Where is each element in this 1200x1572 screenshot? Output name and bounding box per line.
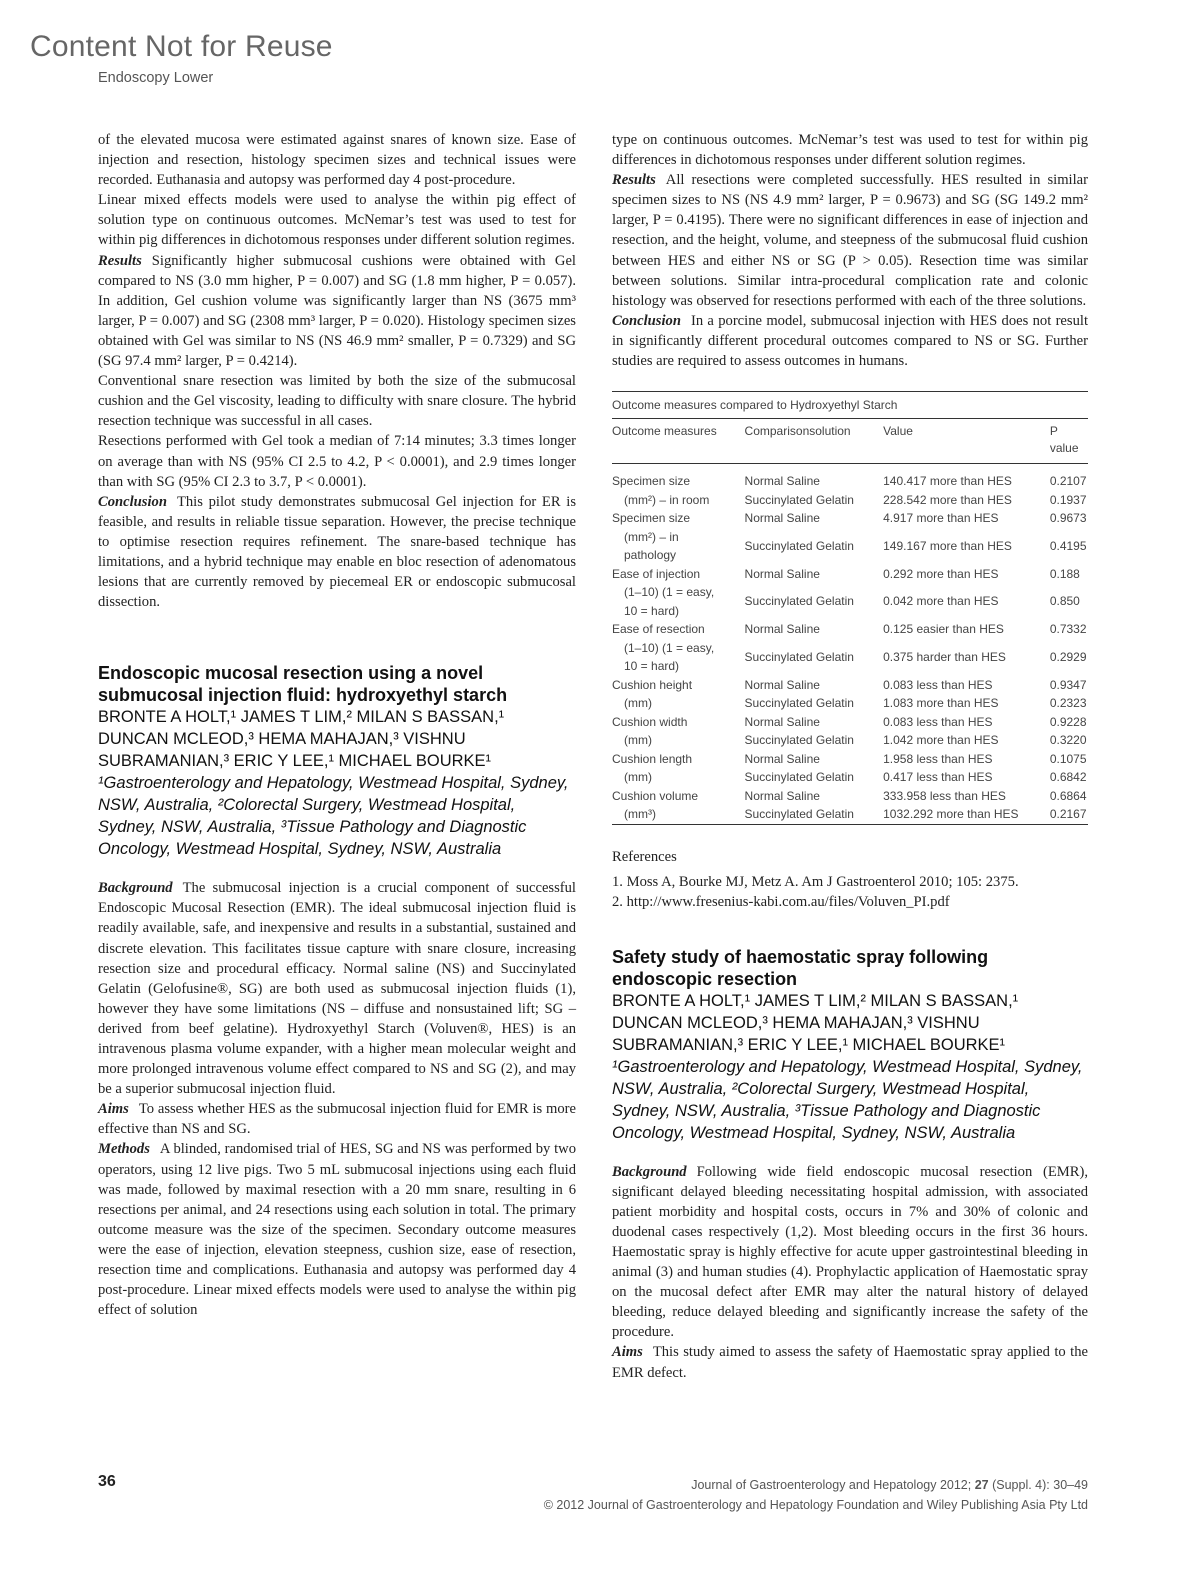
comparison-solution-cell: Succinylated Gelatin xyxy=(744,807,854,822)
outcome-measure-line: (mm²) – in xyxy=(624,529,679,544)
table-body xyxy=(612,464,1088,825)
journal-volume: 27 xyxy=(974,1478,989,1492)
body-paragraph: Resections performed with Gel took a median of 7:14 minutes; 3.3 times longer on average than with NS (95% CI 2.5 to 4.2, P < 0.0001), and 2.9 times longer than with SG (95% CI 2.3 to 3.7, P < 0.0001). xyxy=(98,433,576,490)
comparison-solution-cell: Normal Saline xyxy=(744,788,820,803)
value-cell: 149.167 more than HES xyxy=(883,538,1012,553)
background-paragraph xyxy=(98,878,576,1099)
aims-label: Aims xyxy=(98,1101,129,1118)
value-cell: 0.292 more than HES xyxy=(883,566,999,581)
p-value-cell: 0.9228 xyxy=(1049,714,1087,729)
value-cell: 1.083 more than HES xyxy=(883,696,999,711)
comparison-solution-cell: Succinylated Gelatin xyxy=(744,696,854,711)
p-value-cell: 0.4195 xyxy=(1049,538,1087,553)
value-cell: 1.042 more than HES xyxy=(883,733,999,748)
p-value-cell: 0.188 xyxy=(1049,566,1080,581)
value-cell: 1.958 less than HES xyxy=(883,751,993,766)
outcome-measure-line: (1–10) (1 = easy, xyxy=(624,585,715,600)
p-value-cell: 0.7332 xyxy=(1049,622,1087,637)
section-label: Endoscopy Lower xyxy=(98,70,214,86)
comparison-solution-cell: Succinylated Gelatin xyxy=(744,492,854,507)
methods-paragraph xyxy=(98,1139,576,1320)
table-row xyxy=(612,472,1088,491)
value-cell: 0.083 less than HES xyxy=(883,714,993,729)
outcome-measure-line: 10 = hard) xyxy=(624,603,680,618)
left-column xyxy=(98,130,576,1320)
outcome-measure-cell xyxy=(612,565,745,621)
body-paragraph: Conventional snare resection was limited by both the size of the submucosal cushion and the Gel viscosity, leading to difficulty with snare closure. The hybrid resection technique was successful in all cases. xyxy=(98,373,576,430)
outcome-table xyxy=(612,391,1088,825)
abstract-title: Safety study of haemostatic spray following endoscopic resection xyxy=(612,946,989,989)
outcome-measure-cell xyxy=(612,676,745,713)
background-text: Following wide field endoscopic mucosal resection (EMR), significant delayed bleeding necessitating hospital admission, with associated patient morbidity and hospital costs, occurs in 7% and 30% of colonic and duodenal cases respectively (1,2). Most bleeding occurs in the first 36 hours. Haemostatic spray is highly effective for acute upper gastrointestinal bleeding in animal (3) and human studies (4). Prophylactic application of Haemostatic spray on the mucosal defect after EMR may alter the natural history of delayed bleeding, reduce delayed bleeding and significantly increase the safety of the procedure. xyxy=(612,1163,1088,1341)
outcome-measure-line: (mm²) – in room xyxy=(624,492,710,507)
p-value-cell: 0.1075 xyxy=(1049,751,1087,766)
table-caption: Outcome measures compared to Hydroxyethyl Starch xyxy=(612,391,1088,419)
outcome-measure-cell xyxy=(612,509,745,565)
value-cell: 0.083 less than HES xyxy=(883,677,993,692)
abstract-affiliations: ¹Gastroenterology and Hepatology, Westmead Hospital, Sydney, NSW, Australia, ²Colorectal Surgery, Westmead Hospital, Sydney, NSW, Australia, ³Tissue Pathology and Diagnostic Oncology, Westmead Hospital, Sydney, NSW, Australia xyxy=(98,774,569,859)
table-row xyxy=(612,787,1088,806)
table-row xyxy=(612,713,1088,732)
p-value-cell: 0.6842 xyxy=(1049,770,1087,785)
background-paragraph xyxy=(612,1162,1088,1343)
comparison-solution-cell: Normal Saline xyxy=(744,677,820,692)
p-value-cell: 0.2929 xyxy=(1049,649,1087,664)
comparison-solution-cell: Succinylated Gelatin xyxy=(744,594,854,609)
p-value-cell: 0.2323 xyxy=(1049,696,1087,711)
outcome-measure-cell xyxy=(612,472,745,509)
value-cell: 1032.292 more than HES xyxy=(883,807,1019,822)
right-column xyxy=(612,130,1088,1383)
reference-item: 2. http://www.fresenius-kabi.com.au/files/Voluven_PI.pdf xyxy=(612,893,950,910)
conclusion-label: Conclusion xyxy=(612,312,681,329)
p-value-cell: 0.2167 xyxy=(1049,807,1087,822)
outcome-measure-line: (1–10) (1 = easy, xyxy=(624,640,715,655)
references-title: References xyxy=(612,848,677,865)
body-paragraph: type on continuous outcomes. McNemar’s test was used to test for within pig differences in dichotomous responses under different solution regimes. xyxy=(612,132,1088,169)
journal-name: Journal of Gastroenterology and Hepatology 2012; xyxy=(691,1478,975,1492)
conclusion-label: Conclusion xyxy=(98,493,167,510)
table xyxy=(612,419,1088,825)
methods-text: A blinded, randomised trial of HES, SG and NS was performed by two operators, using 12 live pigs. Two 5 mL submucosal injections using each fluid was made, followed by maximal resection with a 20 mm snare, resulting in 6 resections per animal, and 24 resections using each solution in total. The primary outcome measure was the size of the specimen. Secondary outcome measures were the ease of injection, elevation steepness, cushion size, ease of resection, resection time and complications. Euthanasia and autopsy was performed day 4 post-procedure. Linear mixed effects models were used to analyse the within pig effect of solution xyxy=(98,1141,576,1319)
outcome-measure-line: 10 = hard) xyxy=(624,659,680,674)
abstract-affiliations: ¹Gastroenterology and Hepatology, Westmead Hospital, Sydney, NSW, Australia, ²Colorectal Surgery, Westmead Hospital, Sydney, NSW, Australia, ³Tissue Pathology and Diagnostic Oncology, Westmead Hospital, Sydney, NSW, Australia xyxy=(612,1057,1083,1142)
watermark: Content Not for Reuse xyxy=(30,30,333,63)
table-row xyxy=(612,565,1088,593)
abstract-authors: BRONTE A HOLT,¹ JAMES T LIM,² MILAN S BASSAN,¹ DUNCAN MCLEOD,³ HEMA MAHAJAN,³ VISHNU SUBRAMANIAN,³ ERIC Y LEE,¹ MICHAEL BOURKE¹ xyxy=(98,708,505,771)
table-row xyxy=(612,750,1088,769)
p-value-cell: 0.1937 xyxy=(1049,492,1087,507)
conclusion-paragraph xyxy=(612,311,1088,371)
value-cell: 0.375 harder than HES xyxy=(883,649,1006,664)
value-cell: 0.125 easier than HES xyxy=(883,622,1004,637)
outcome-measure-cell xyxy=(612,787,745,825)
outcome-measure-line: (mm) xyxy=(624,733,652,748)
table-header: Value xyxy=(883,424,913,439)
page-number: 36 xyxy=(98,1473,116,1490)
journal-issue: (Suppl. 4): 30–49 xyxy=(988,1478,1088,1492)
p-value-cell: 0.9347 xyxy=(1049,677,1087,692)
results-text: Significantly higher submucosal cushions were obtained with Gel compared to NS (3.0 mm higher, P = 0.007) and SG (1.8 mm higher, P = 0.057). In addition, Gel cushion volume was significantly larger than NS (3675 mm³ larger, P = 0.007) and SG (2308 mm³ larger, P = 0.020). Histology specimen sizes obtained with Gel was similar to NS (NS 46.9 mm² smaller, P = 0.7329) and SG (SG 97.4 mm² larger, P = 0.4214). xyxy=(98,252,576,370)
aims-paragraph xyxy=(612,1342,1088,1382)
conclusion-paragraph xyxy=(98,492,576,613)
outcome-measure-line: Specimen size xyxy=(612,511,691,526)
results-paragraph xyxy=(98,251,576,372)
table-row xyxy=(612,676,1088,695)
comparison-solution-cell: Normal Saline xyxy=(744,566,820,581)
outcome-measure-cell xyxy=(612,750,745,787)
table-header: Comparisonsolution xyxy=(744,424,851,439)
comparison-solution-cell: Normal Saline xyxy=(744,751,820,766)
abstract-title: Endoscopic mucosal resection using a novel submucosal injection fluid: hydroxyethyl starch xyxy=(98,663,508,706)
background-label: Background xyxy=(612,1163,687,1180)
results-label: Results xyxy=(612,172,656,189)
outcome-measure-line: (mm³) xyxy=(624,807,656,822)
aims-text: This study aimed to assess the safety of Haemostatic spray applied to the EMR defect. xyxy=(612,1344,1088,1381)
comparison-solution-cell: Succinylated Gelatin xyxy=(744,770,854,785)
background-label: Background xyxy=(98,880,173,897)
outcome-measure-line: Cushion volume xyxy=(612,788,699,803)
table-row xyxy=(612,509,1088,537)
outcome-measure-line: (mm) xyxy=(624,770,652,785)
results-label: Results xyxy=(98,252,142,269)
comparison-solution-cell: Succinylated Gelatin xyxy=(744,733,854,748)
comparison-solution-cell: Normal Saline xyxy=(744,511,820,526)
reference-item: 1. Moss A, Bourke MJ, Metz A. Am J Gastroenterol 2010; 105: 2375. xyxy=(612,873,1019,890)
journal-citation xyxy=(544,1475,1088,1495)
p-value-cell: 0.9673 xyxy=(1049,511,1087,526)
outcome-measure-line: Ease of resection xyxy=(612,622,705,637)
outcome-measure-cell xyxy=(612,713,745,750)
value-cell: 0.417 less than HES xyxy=(883,770,993,785)
copyright: © 2012 Journal of Gastroenterology and Hepatology Foundation and Wiley Publishing Asia Pty Ltd xyxy=(543,1498,1088,1512)
outcome-measure-line: pathology xyxy=(624,548,677,563)
outcome-measure-line: Specimen size xyxy=(612,474,691,489)
abstract-authors: BRONTE A HOLT,¹ JAMES T LIM,² MILAN S BASSAN,¹ DUNCAN MCLEOD,³ HEMA MAHAJAN,³ VISHNU SUBRAMANIAN,³ ERIC Y LEE,¹ MICHAEL BOURKE¹ xyxy=(612,991,1019,1054)
value-cell: 4.917 more than HES xyxy=(883,511,999,526)
value-cell: 333.958 less than HES xyxy=(883,788,1006,803)
outcome-measure-line: Cushion width xyxy=(612,714,688,729)
outcome-measure-line: Ease of injection xyxy=(612,566,701,581)
comparison-solution-cell: Normal Saline xyxy=(744,622,820,637)
p-value-cell: 0.850 xyxy=(1049,594,1080,609)
conclusion-text: In a porcine model, submucosal injection with HES does not result in significantly different procedural outcomes compared to NS or SG. Further studies are required to assess outcomes in humans. xyxy=(612,312,1088,370)
journal-footer xyxy=(544,1475,1088,1515)
body-paragraph: of the elevated mucosa were estimated against snares of known size. Ease of injection and resection, histology specimen sizes and technical issues were recorded. Euthanasia and autopsy was performed day 4 post-procedure. xyxy=(98,132,576,189)
aims-text: To assess whether HES as the submucosal injection fluid for EMR is more effective than NS and SG. xyxy=(98,1101,576,1138)
value-cell: 140.417 more than HES xyxy=(883,474,1012,489)
table-header: P value xyxy=(1049,424,1079,456)
comparison-solution-cell: Normal Saline xyxy=(744,714,820,729)
outcome-measure-line: Cushion length xyxy=(612,751,693,766)
results-paragraph xyxy=(612,170,1088,311)
conclusion-text: This pilot study demonstrates submucosal Gel injection for ER is feasible, and results in reliable tissue separation. However, the precise technique to optimise resection requires refinement. The snare-based technique has limitations, and a hybrid technique may enable en bloc resection of adenomatous lesions that are currently removed by piecemeal ER or endoscopic submucosal dissection. xyxy=(98,493,576,611)
value-cell: 228.542 more than HES xyxy=(883,492,1012,507)
body-paragraph: Linear mixed effects models were used to analyse the within pig effect of solution type on continuous outcomes. McNemar’s test was used to test for within pig differences in dichotomous responses under different solution regimes. xyxy=(98,192,576,249)
value-cell: 0.042 more than HES xyxy=(883,594,999,609)
table-header: Outcome measures xyxy=(612,424,717,439)
table-row xyxy=(612,620,1088,648)
methods-label: Methods xyxy=(98,1141,150,1158)
aims-label: Aims xyxy=(612,1344,643,1361)
background-text: The submucosal injection is a crucial component of successful Endoscopic Mucosal Resection (EMR). The ideal submucosal injection fluid is readily available, safe, and inexpensive and results in a substantial, sustained and discrete elevation. This facilitates tissue capture with snare closure, increasing resection size and procedural efficacy. Normal saline (NS) and Succinylated Gelatin (Gelofusine®, SG) are both used as submucosal injection fluids (1), however they have some limitations (NS – diffuse and nonsustained lift; SG – derived from beef gelatine). Hydroxyethyl Starch (Voluven®, HES) is an intravenous plasma volume expander, with a higher mean molecular weight and more prolonged intravenous volume effect compared to NS and SG (2), and may be a superior submucosal injection fluid. xyxy=(98,880,576,1098)
p-value-cell: 0.6864 xyxy=(1049,788,1087,803)
comparison-solution-cell: Normal Saline xyxy=(744,474,820,489)
results-text: All resections were completed successfully. HES resulted in similar specimen sizes to NS (NS 4.9 mm² larger, P = 0.9673) and SG (SG 149.2 mm² larger, P = 0.4195). There were no significant differences in ease of injection and resection, and the height, volume, and steepness of the submucosal fluid cushion between HES and either NS or SG (P > 0.05). Resection time was similar between solutions. Similar intra-procedural complication rate and colonic histology was observed for resections performed with each of the three solutions. xyxy=(612,172,1088,309)
outcome-measure-cell xyxy=(612,620,745,676)
aims-paragraph xyxy=(98,1099,576,1139)
references-list xyxy=(612,872,1088,912)
comparison-solution-cell: Succinylated Gelatin xyxy=(744,649,854,664)
comparison-solution-cell: Succinylated Gelatin xyxy=(744,538,854,553)
p-value-cell: 0.3220 xyxy=(1049,733,1087,748)
outcome-measure-line: (mm) xyxy=(624,696,652,711)
p-value-cell: 0.2107 xyxy=(1049,474,1087,489)
outcome-measure-line: Cushion height xyxy=(612,677,693,692)
